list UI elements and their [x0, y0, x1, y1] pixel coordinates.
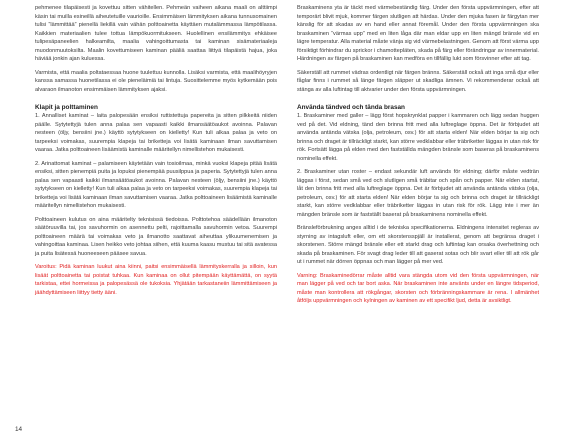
- section-heading-sv: Använda tändved och tända brasan: [297, 104, 405, 111]
- ventilation-paragraph-fi: Varmista, että maalia poltataessaa huone tuulettuu kunnolla. Lisäksi varmista, että maalihöyryjen kanssa samassa huonetilassa ei ole pieneläimiä tai lintuja. Suosittelemme myös kytkemään pois alvaraon ilmanoton ensimmäisen lämmityksen ajaksi.: [35, 69, 277, 93]
- intro-paragraph-fi: pehmenee tilapäisesti ja kovettuu sitten vähitellen. Pehmeän vaiheen aikana maali on alttiimpi käsin tai muilla esineillä aiheutetuille vaurioille. Ensimmäisen lämmityksen aikana tunnusomainen tulisi “lämmittää” pienellä liekillä vain vähän polttoainetta käyttäen mutalämmassa lämpötilassa. Kaikkien materiaalien tulee tottua lämpökuormitukseen. Huolellinen ensilämmitys ehkäisee tulipesäpaneelien halkeamilta, maalia vahingoittumasta tai kaminan sisämateriaaleja muodonmuutoksilta. Maalin kovettumiseen kaminan pääliä saattaa liittyä tilapäistä hajua, joka häviää jonkin ajan kuluessa.: [35, 5, 277, 62]
- step2-paragraph-fi: 2. Arinattomat kaminat – palamiseen käytetään vain tosioilmaa, minkä vuoksi klapeja pitää lisätä ensiksi, sitten pienempiä puita ja lopuksi pienempää puusilppua ja paperia. Sytytettyjä tulen anna palaa sen vapaasti kaikki ilmansäätöaukot avoinna. Palavan nesteen (öljy, bensiini jne.) käyttö sytytykseen on kielletty! Kun tuli alkaa palaa ja veto on tarpeeksi voimakas, suurempia klapeja tai briketteja voi lisätä kaminaan ilman savuttamisen vaaraa. Jatka polttoaineen lisäämistä kaminalle määritellyn nimellistehon mukaisesti.: [35, 160, 277, 209]
- warning-paragraph-sv: Varning: Braskaminedörrar måste alltid vara stängda utom vid den första uppvärmningen, när man lägger på ved och tar bort aska. När braskaminen inte använts under en längre tidsperiod, måste man kontrollera att rökgångar, skorsten och förbränningskammare är rena. I allmänhet åtföljs uppvärmningen och kylningen av kaminen av ett specifikt ljud, detta är avsiktligt.: [297, 272, 539, 304]
- page-number: 14: [15, 426, 23, 433]
- warning-paragraph-fi: Varoitus: Pidä kaminan luukut aina kiinni, paitsi ensimmäisellä lämmityskerralla ja silloin, kun lisäät polttoainetta tai poistat tuhkaa. Kun kaminaa on ollut pitempään käyttämättä, on syytä tarkistaa, ettei hormeissa ja palopesässä ole tukoksia. Yhjätään tarkastaneiin lämmittämiseen ja jäähdyttämiseen liittyy tietty ääni.: [35, 264, 277, 296]
- intro-paragraph-sv: Braskaminens yta är täckt med värmebeständig färg. Under den första uppvärmningen, efter att temporärt blivit mjuk, kommer färgen slutligen att härdas. Under den mjuka fasen är färgytan mer känslig för att skadas av en hand eller annat föremål. Under den första uppvärmningen ska braskaminen “värmas upp” med en liten låga där man eldar upp en liten mängd bränsle vid en lägre temperatur. Alla material måste vänja sig vid värmebelastningen. Genom att först värma upp försiktigt förhindrar du sprickor i chamottepläten, skada på färg eller förändringar av innermaterial. Härdningen av färgen på braskaminen kan medföra en tillfällig lukt som försvinner efter att tag.: [297, 5, 539, 62]
- fuel-paragraph-sv: Bränsleförbrukning anges alltid i de tekniska specifikationerna. Eldningens intensitet regleras av styrning av intagsluft eller, om ett skorstensspjäll är installerat, genom att begränsa draget i skorstenen. Större mängd bränsle eller ett starkt drag och luftintag kan orsaka överhettning och skada på braskaminen. För svagt drag leder till att gaserat sotas och blir svart eller till att rök går ut i rummet när dörren öppnas och man lägger på mer ved.: [297, 225, 539, 265]
- step2-paragraph-sv: 2. Braskaminer utan roster – endast sekundär luft används för eldning; därför måste vedträn läggas i först, sedan små ved och slutligen små träbitar och spån och papper. När elden startat, låt den brinna fritt med alla luftreglage öppna. Det är förbjudet att använda antända vätska (olja, petroleum, osv.) för att starta elden! När elden börjar ta sig och brinna och draget är tillräckligt starkt, kan större vedklabbar eller träbriketter läggas in utan risk för rök. Lägg inte i mer än mängden bränsle som är fastställt baserat på braskaminens nominella effekt.: [297, 169, 539, 218]
- finnish-column: [35, 4, 277, 297]
- swedish-column: [297, 4, 539, 306]
- section-heading-fi: Klapit ja polttaminen: [35, 104, 98, 111]
- step1-paragraph-sv: 1. Braskaminer med galler – lägg först hopskrynklat papper i kammaren och lägg sedan huggen ved på det. Vid eldning, tänd den brinna fritt med alla luftreglage öppna. Det är förbjudet att använda antända vätska (olja, petroleum, osv.) för att starta elden! När elden börjar ta sig och brinna och draget är tillräckligt starkt, kan större vedklabbar eller träbriketter läggas in utan risk för rök. Fortsätt lägga på elden med den fastställda mängden bränsle som baseras på braskaminens nominella effekt.: [297, 113, 539, 162]
- ventilation-paragraph-sv: Säkerställ att rummet vädras ordentligt när färgen bränns. Säkerställ också att inga små djur eller fåglar finns i rummet så länge färgen släpper ut skadliga ämnen. Vi rekommenderar också att stänga av alla luftintag till aktvarier under den första uppvärmningen.: [297, 69, 539, 93]
- fuel-paragraph-fi: Polttoaineen kulutus on aina määritelty teknisissä tiedoissa. Polttotehoa säädellään ilmanoton säätöruuvilla tai, jos savuhormin on asennettu pelti, rajoittamalla savuhormin vetoa. Suurempi polttoaineen määrä tai voimakas veto ja ilmanotto saattavat aiheuttaa ylikuumenemisen ja vahingoittaa kaminaa. Lisen heikko veto johtaa siihen, että kuuma kaasu mustuu tai sitä avatessa ja puita lisätessä huoneeseen pääsee savua.: [35, 216, 277, 257]
- step1-paragraph-fi: 1. Annalliset kaminat – laita palopesään ensiksi ruttistettuja papereita ja sitten pilkkeitä niiden päälle. Sytytettyjä tulen anna palaa sen vapaasti kaikki ilmansäätöaukot avoinna. Palavan nesteen (öljy, bensiini jne.) käyttö sytytykseen on kielletty! Kun tuli alkaa palaa ja veto on tarpeeksi voimakas, suurempia klapeja tai briketteja voi lisätä kaminaan ilman savuttamisen vaaraa. Jatka polttoaineen lisäämistä kaminalle määritellyn nimellistehon mukaisesti.: [35, 113, 277, 153]
